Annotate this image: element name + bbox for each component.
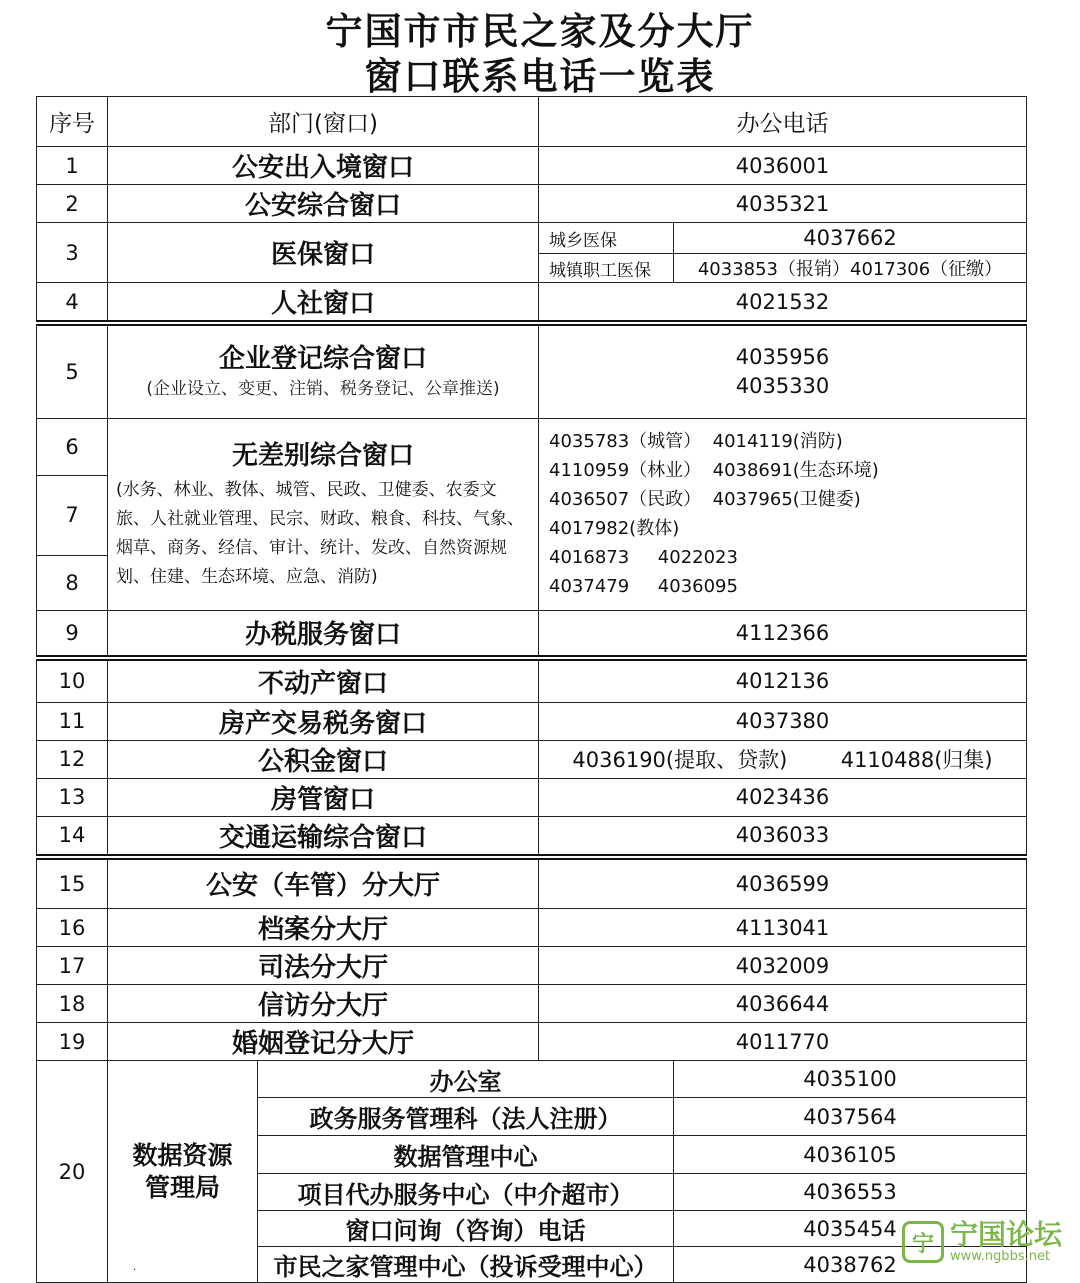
page-title-line1: 宁国市市民之家及分大厅 (325, 10, 755, 53)
row-no: 14 (37, 816, 108, 857)
row-no: 4 (37, 283, 108, 324)
row-dept: 公安出入境窗口 (108, 147, 539, 185)
unit-phone: 4037564 (674, 1098, 1027, 1136)
sub-phone: 4037662 (674, 223, 1027, 254)
row-phone: 4032009 (539, 947, 1027, 985)
phone-line: 4017982(教体) (549, 518, 680, 539)
row-no: 2 (37, 185, 108, 223)
unit-phone: 4036553 (674, 1174, 1027, 1211)
table-row (37, 1061, 1027, 1098)
org-name: 数据资源管理局 (132, 1140, 233, 1202)
table-row (37, 947, 1027, 985)
phone-line: 4037479 4036095 (549, 576, 738, 597)
row-dept: 企业登记综合窗口 (219, 343, 428, 374)
table-row (37, 702, 1027, 740)
table-row (37, 147, 1027, 185)
org-cell (108, 1061, 258, 1283)
sub-phone: 4033853（报销）4017306（征缴） (674, 254, 1027, 283)
row-phone: 4113041 (539, 909, 1027, 947)
table-row (37, 740, 1027, 778)
unit-name: 项目代办服务中心（中介超市） (258, 1174, 674, 1211)
row-no: 13 (37, 778, 108, 816)
row-dept: 司法分大厅 (108, 947, 539, 985)
row-note: (企业设立、变更、注销、税务登记、公章推送) (146, 378, 500, 399)
unit-phone: 4035454 (674, 1211, 1027, 1247)
phone-line: 4035783（城管） 4014119(消防) (549, 431, 843, 452)
unit-name: 市民之家管理中心（投诉受理中心） (258, 1247, 674, 1283)
watermark-name: 宁国论坛 (949, 1218, 1062, 1251)
row-phones (539, 418, 1027, 610)
row-no: 5 (37, 323, 108, 418)
row-dept: 房管窗口 (108, 778, 539, 816)
unit-name: 办公室 (258, 1061, 674, 1098)
row-dept: 交通运输综合窗口 (108, 816, 539, 857)
table-row (37, 909, 1027, 947)
table-row (37, 658, 1027, 702)
table-row (37, 283, 1027, 324)
row-dept: 档案分大厅 (108, 909, 539, 947)
row-no: 9 (37, 610, 108, 658)
row-no: 3 (37, 223, 108, 283)
unit-phone: 4038762 (674, 1247, 1027, 1283)
row-phone: 4021532 (539, 283, 1027, 324)
table-row (37, 985, 1027, 1023)
row-no: 11 (37, 702, 108, 740)
unit-name: 窗口问询（咨询）电话 (258, 1211, 674, 1247)
row-dept: 医保窗口 (108, 223, 539, 283)
row-no: 19 (37, 1023, 108, 1061)
row-phone: 4011770 (539, 1023, 1027, 1061)
row-phone: 4036033 (539, 816, 1027, 857)
row-no: 7 (37, 475, 108, 555)
row-note: (水务、林业、教体、城管、民政、卫健委、农委文旅、人社就业管理、民宗、财政、粮食、科技、气象、烟草、商务、经信、审计、统计、发改、自然资源规划、住建、生态环境、应急、消防) (116, 480, 524, 587)
row-dept: 无差别综合窗口 (232, 441, 415, 471)
table-row (37, 610, 1027, 658)
row-dept: 公安综合窗口 (108, 185, 539, 223)
row-phone: 4037380 (539, 702, 1027, 740)
row-no: 20 (37, 1061, 108, 1283)
row-dept: 办税服务窗口 (108, 610, 539, 658)
header-phone: 办公电话 (539, 97, 1027, 147)
watermark-logo-icon: 宁 (902, 1221, 944, 1263)
table-row (37, 816, 1027, 857)
row-phone: 4035321 (539, 185, 1027, 223)
row-phone: 4036190(提取、贷款) 4110488(归集) (539, 740, 1027, 778)
sub-label: 城镇职工医保 (539, 254, 674, 283)
table-row (37, 778, 1027, 816)
table-row (37, 857, 1027, 909)
unit-name: 数据管理中心 (258, 1136, 674, 1174)
header-no: 序号 (37, 97, 108, 147)
row-no: 1 (37, 147, 108, 185)
table-row (37, 223, 1027, 254)
row-phones (539, 323, 1027, 418)
row-phone: 4112366 (539, 610, 1027, 658)
row-dept: 房产交易税务窗口 (108, 702, 539, 740)
row-dept: 信访分大厅 (108, 985, 539, 1023)
table-row (37, 1023, 1027, 1061)
unit-name: 政务服务管理科（法人注册） (258, 1098, 674, 1136)
row-no: 17 (37, 947, 108, 985)
row-no: 12 (37, 740, 108, 778)
sub-label: 城乡医保 (539, 223, 674, 254)
row-phone: 4036001 (539, 147, 1027, 185)
phone-line: 4035330 (735, 373, 830, 398)
row-phone: 4023436 (539, 778, 1027, 816)
phone-line: 4110959（林业） 4038691(生态环境) (549, 460, 879, 481)
stray-dot: . (133, 1262, 137, 1273)
row-no: 18 (37, 985, 108, 1023)
row-phone: 4012136 (539, 658, 1027, 702)
row-dept: 婚姻登记分大厅 (108, 1023, 539, 1061)
unit-phone: 4036105 (674, 1136, 1027, 1174)
watermark (902, 1220, 1062, 1264)
row-dept: 人社窗口 (108, 283, 539, 324)
row-no: 16 (37, 909, 108, 947)
phone-line: 4016873 4022023 (549, 547, 738, 568)
phone-directory-table (36, 96, 1027, 1283)
table-row (37, 185, 1027, 223)
row-dept: 不动产窗口 (108, 658, 539, 702)
row-dept: 公积金窗口 (108, 740, 539, 778)
page-title-line2: 窗口联系电话一览表 (364, 55, 716, 98)
table-header-row (37, 97, 1027, 147)
row-dept-cell (108, 418, 539, 610)
row-phone: 4036599 (539, 857, 1027, 909)
row-dept-cell (108, 323, 539, 418)
row-no: 10 (37, 658, 108, 702)
row-no: 6 (37, 418, 108, 475)
phone-line: 4035956 (735, 344, 830, 369)
header-dept: 部门(窗口) (108, 97, 539, 147)
row-no: 8 (37, 555, 108, 610)
phone-line: 4036507（民政） 4037965(卫健委) (549, 489, 861, 510)
table-row (37, 323, 1027, 418)
unit-phone: 4035100 (674, 1061, 1027, 1098)
row-no: 15 (37, 857, 108, 909)
row-dept: 公安（车管）分大厅 (108, 857, 539, 909)
table-row (37, 418, 1027, 475)
watermark-url: www.ngbbs.net (949, 1249, 1051, 1264)
row-phone: 4036644 (539, 985, 1027, 1023)
